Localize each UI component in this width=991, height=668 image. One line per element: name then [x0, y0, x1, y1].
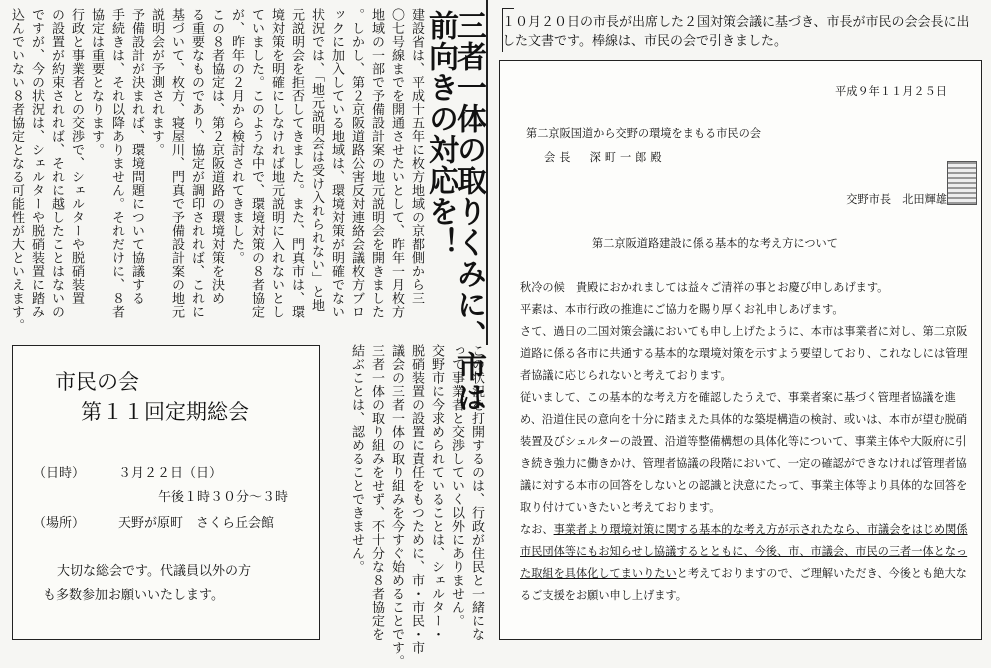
letter-paragraph-closing [520, 519, 970, 607]
article-column: 。しかし、第２京阪道路公害反対連絡会議枚方ブロ [349, 8, 364, 319]
article-column: ていました。このような中で、環境対策の８者協定 [249, 8, 264, 319]
article-column: る重要なものであり、協定が調印されれば、これに [189, 8, 204, 319]
left-article [9, 8, 426, 332]
letter-sender: 交野市長 北田輝雄 [846, 193, 947, 206]
article-column: 三者一体の取り組みをせず、不十分な８者協定を [369, 344, 384, 641]
article-column: って事業者と交渉していく以外にありません。 [449, 344, 464, 628]
article-column: 建設省は、平成十五年に枚方地域の京都側から三 [409, 8, 424, 305]
letter-date: 平成９年１１月２５日 [835, 85, 947, 98]
article-column: この８者協定は、第２京阪道路の環境対策を決め [209, 8, 224, 305]
meeting-title-line-1: 市民の会 [55, 370, 139, 394]
article-column: 基づいて、枚方、寝屋川、門真で予備設計案の地元 [169, 8, 184, 319]
meeting-place: 天野が原町 さくら丘会館 [118, 516, 275, 531]
closing-end: と考えておりますので、ご理解いただき、今後とも絶大なるご支援をお願い申し上げます。 [520, 567, 967, 602]
seal-stamp [947, 161, 977, 205]
column-divider [486, 0, 488, 345]
article-column: 説明会が予測されます。 [149, 8, 164, 157]
date-label: （日時） [33, 466, 86, 481]
article-column: ックに加入している地域は、環境対策が明確でない [329, 8, 344, 319]
headline-line-2: 前向きの対応を！ [423, 10, 458, 258]
letter-paragraph-policy: 従いまして、この基本的な考え方を確認したうえで、事業者案に基づく管理者協議を進め、沿道住民の意向を十分に踏まえた具体的な築堤構造の検討、或いは、本市が望む脱硝装置及びシェルターの設置、沿道等整備構想の具体化等について、事業主体や大阪府に引き続き強力に働きかけ、管理者協議の段階において、一定の確認ができなければ管理者協議に対する本市の回答をしないとの認識と決意にたって、事業主体等より具体的な回答を取り付けていきたいと考えております。 [520, 391, 968, 514]
meeting-note-line-2: も多数参加お願いいたします。 [43, 588, 224, 603]
article-column: 交野市に今求められていることは、シェルター・ [429, 344, 444, 641]
meeting-title-line-2: 第１１回定期総会 [81, 400, 249, 424]
letter-document [499, 60, 982, 640]
document-caption: １０月２０日の市長が出席した２国対策会議に基づき、市長が市民の会会長に出した文書です。棒線は、市民の会で引きました。 [502, 15, 970, 49]
article-column: が、昨年の２月から検討されてきました。 [229, 8, 244, 265]
article-column: 〇七号線までを開通させたいとして、昨年一月枚方 [389, 8, 404, 319]
article-column: 状況では、「地元説明会は受け入れられない」と地 [309, 8, 324, 312]
article-column: 協定は重要となります。 [89, 8, 104, 157]
headline [423, 10, 486, 413]
meeting-notice-box [12, 345, 320, 640]
article-column: 地域の一部で予備設計案の地元説明会を開きました [369, 8, 384, 319]
article-column: の設置が約束されれば、それに越したことはないの [49, 8, 64, 319]
letter-subject: 第二京阪道路建設に係る基本的な考え方について [592, 237, 838, 250]
article-column: 議会の三者一体の取り組みを今すぐ始めることです。 [389, 344, 404, 668]
article-column: 元説明会を拒否してきました。また、門真市は、環 [289, 8, 304, 319]
closing-intro: なお、 [520, 523, 554, 536]
underlined-passage: 事業者より環境対策に関する基本的な考え方が示されたなら、市議会をはじめ関係市民団体等にもお知らせし協議するとともに、今後、市、市議会、市民の三者一体となった取組を具体化してまいりたい [520, 523, 968, 580]
article-column: 手続きは、それ以降ありません。それだけに、８者 [109, 8, 124, 319]
meeting-note-line-1: 大切な総会です。代議員以外の方 [57, 564, 251, 579]
article-column: 境対策を明確にしなければ地元説明に入れないとし [269, 8, 284, 319]
letter-paragraph-thanks: 平素は、本市行政の推進にご協力を賜り厚くお礼申しあげます。 [520, 303, 844, 316]
bottom-article [338, 344, 486, 668]
article-column: ですが、今の状況は、シェルターや脱硝装置に踏み [29, 8, 44, 319]
headline-line-1: 三者一体の取りくみに、市は [451, 10, 486, 413]
meeting-time: 午後１時３０分～３時 [158, 490, 289, 505]
meeting-date: ３月２２日（日） [118, 466, 223, 481]
article-column: 結ぶことは、認めることできません。 [349, 344, 364, 574]
article-column: 脱硝装置の設置に責任をもつために、市・市民・市 [409, 344, 424, 655]
letter-recipient-org: 第二京阪国道から交野の環境をまもる市民の会 [526, 127, 761, 140]
article-column: 込んでいない８者協定となる可能性が大といえます。 [9, 8, 24, 332]
letter-recipient-name: 会長 深町一郎殿 [544, 151, 666, 164]
place-label: （場所） [33, 516, 86, 531]
article-column: 行政と事業者との交渉で、シェルターや脱硝装置 [69, 8, 84, 305]
letter-paragraph-greeting: 秋冷の候 貴殿におかれましては益々ご清祥の事とお慶び申しあげます。 [520, 281, 889, 294]
article-column: この状況を打開するのは、行政が住民と一緒にな [469, 344, 484, 641]
article-column: 予備設計が決まれば、環境問題について協議する [129, 8, 144, 305]
letter-paragraph-request: さて、過日の二国対策会議においても申し上げたように、本市は事業者に対し、第二京阪道路に係る各市に共通する基本的な環境対策を示すよう要望しており、これなしには管理者協議に応じられないと考えております。 [520, 325, 968, 382]
